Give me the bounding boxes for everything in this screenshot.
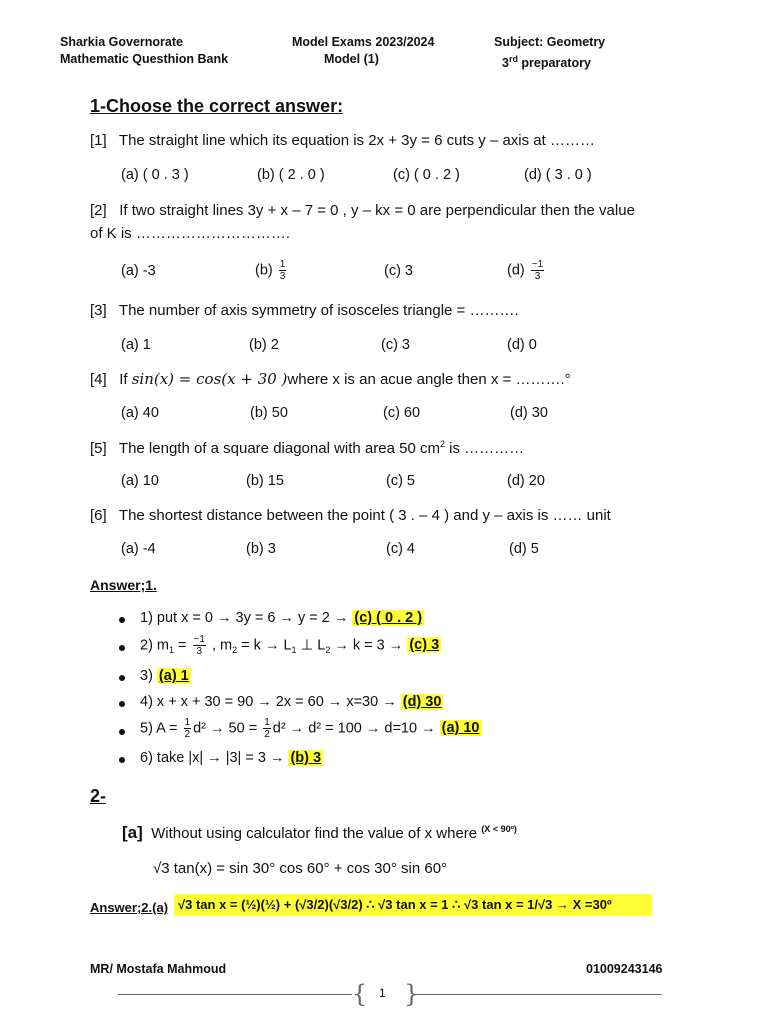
q1-option-c[interactable]: (c) ( 0 . 2 )	[393, 167, 460, 183]
question-3: [3] The number of axis symmetry of isosceles triangle = ……….	[90, 302, 519, 319]
header-subject: Subject: Geometry	[494, 35, 606, 49]
q3-option-b[interactable]: (b) 2	[249, 337, 279, 353]
question-2: [2] If two straight lines 3y + x – 7 = 0 , y – kx = 0 are perpendicular then the value	[90, 202, 635, 219]
answer1-item-1: 1) put x = 0 → 3y = 6 → y = 2 → (c) ( 0 . 2 )	[140, 610, 423, 626]
fraction: $\frac{1}{3}$	[279, 259, 286, 282]
bullet	[119, 757, 125, 763]
page-number: 1	[379, 986, 386, 1000]
footer-author: MR/ Mostafa Mahmoud	[90, 962, 227, 976]
fraction: $\frac{-1}{3}$	[531, 259, 544, 282]
footer-phone: 01009243146	[586, 962, 663, 976]
q5-option-a[interactable]: (a) 10	[121, 473, 159, 489]
bullet	[119, 675, 125, 681]
question-6: [6] The shortest distance between the point ( 3 . – 4 ) and y – axis is …… unit	[90, 507, 611, 524]
q2-option-c[interactable]: (c) 3	[384, 263, 413, 279]
answer2-solution: √3 tan x = (½)(½) + (√3/2)(√3/2) ∴ √3 tan x = 1 ∴ √3 tan x = 1/√3 → X =30º	[174, 894, 652, 916]
q3-option-c[interactable]: (c) 3	[381, 337, 410, 353]
q6-option-c[interactable]: (c) 4	[386, 541, 415, 557]
header-governorate: Sharkia Governorate	[60, 35, 183, 49]
q2-option-b[interactable]: (b) $\frac{1}{3}$	[255, 259, 286, 282]
footer-divider-right	[414, 994, 662, 995]
q1-option-a[interactable]: (a) ( 0 . 3 )	[121, 167, 189, 183]
section2-equation: √3 tan(x) = sin 30° cos 60° + cos 30° sin 60°	[153, 860, 448, 877]
question-1: [1] The straight line which its equation is 2x + 3y = 6 cuts y – axis at ………	[90, 132, 595, 149]
q6-option-b[interactable]: (b) 3	[246, 541, 276, 557]
header-exam: Model Exams 2023/2024	[292, 35, 435, 49]
section2-part-a: [a] Without using calculator find the value of x where $^{(X < 90º)}$	[122, 823, 517, 842]
answer1-item-3: 3) (a) 1	[140, 668, 189, 684]
q1-option-d[interactable]: (d) ( 3 . 0 )	[524, 167, 592, 183]
page-brace-right: }	[404, 980, 420, 1008]
q5-option-c[interactable]: (c) 5	[386, 473, 415, 489]
section2-title: 2-	[90, 786, 107, 806]
question-4: [4] If sin(x) = cos(x + 30 )where x is an acue angle then x = ……….°	[90, 370, 571, 388]
q6-option-d[interactable]: (d) 5	[509, 541, 539, 557]
bullet	[119, 617, 125, 623]
answer1-item-2: 2) $m_1$ = $\frac{-1}{3}$ , $m_2 = k \to L_1$ ⊥ $L_2 \to k = 3 \to (c)$ 3	[140, 634, 440, 657]
section1-title: 1-Choose the correct answer:	[90, 96, 344, 116]
footer-divider-left	[118, 994, 352, 995]
q2-option-a[interactable]: (a) -3	[121, 263, 156, 279]
q5-option-d[interactable]: (d) 20	[507, 473, 545, 489]
page-brace-left: {	[352, 980, 368, 1008]
question-5: [5] The length of a square diagonal with area 50 $cm^2$ is …………	[90, 439, 525, 457]
answer1-title: Answer;1.	[90, 577, 157, 593]
q3-option-a[interactable]: (a) 1	[121, 337, 151, 353]
answer2-label: Answer;2.(a)	[90, 900, 169, 915]
answer1-item-4: 4) x + x + 30 = 90 → 2x = 60 → x=30 → (d) 30	[140, 694, 442, 710]
q4-option-b[interactable]: (b) 50	[250, 405, 288, 421]
answer1-item-6: 6) take |x| → |3| = 3 → (b) 3	[140, 750, 322, 766]
bullet	[119, 729, 125, 735]
bullet	[119, 701, 125, 707]
answer1-item-5: 5) A = $\frac{1}{2}$ d² → 50 = $\frac{1}{2}$ d² → d² = 100 → d=10 → (a) 10	[140, 717, 480, 740]
q6-option-a[interactable]: (a) -4	[121, 541, 156, 557]
q1-option-b[interactable]: (b) ( 2 . 0 )	[257, 167, 325, 183]
header-model: Model (1)	[324, 52, 379, 66]
header-bank: Mathematic Questhion Bank	[60, 52, 229, 66]
header-grade: 3rd preparatory	[502, 54, 591, 71]
bullet	[119, 645, 125, 651]
q4-option-c[interactable]: (c) 60	[383, 405, 421, 421]
q2-option-d[interactable]: (d) $\frac{-1}{3}$	[507, 259, 544, 282]
question-2-cont: of K is ………………………….	[90, 225, 291, 242]
q3-option-d[interactable]: (d) 0	[507, 337, 537, 353]
q4-option-d[interactable]: (d) 30	[510, 405, 548, 421]
q4-option-a[interactable]: (a) 40	[121, 405, 159, 421]
q5-option-b[interactable]: (b) 15	[246, 473, 284, 489]
